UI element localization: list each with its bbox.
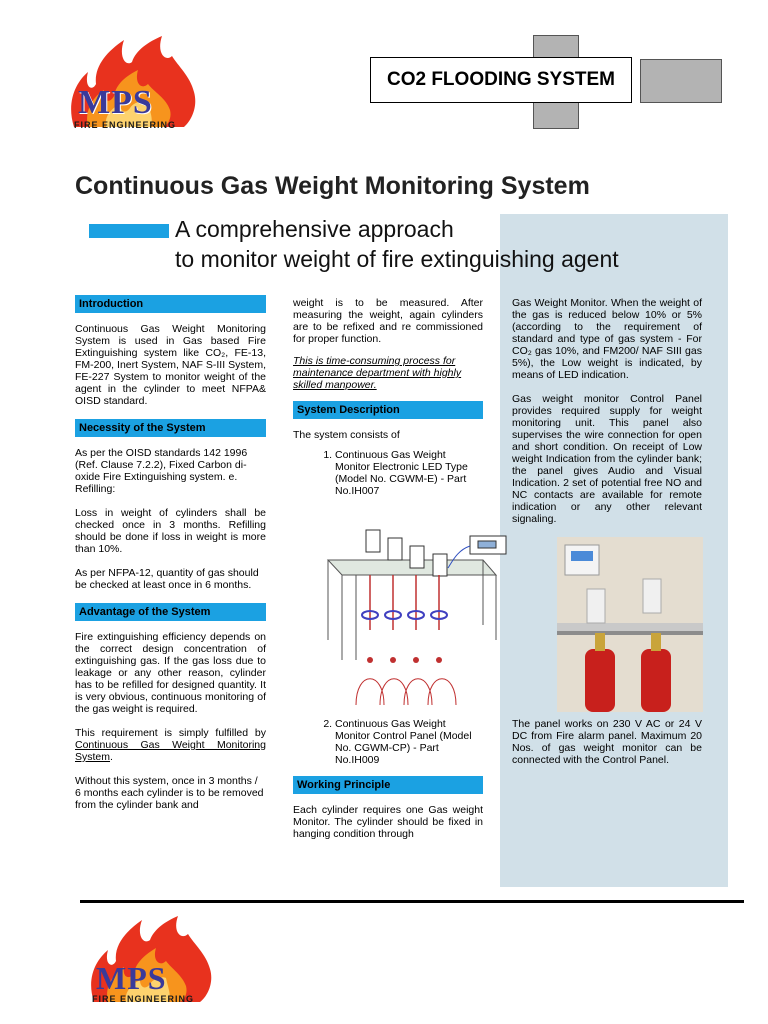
col2-paragraph-1: weight is to be measured. After measuring the weight, again cylinders are to be refixed and re commissioned for proper function. xyxy=(293,297,483,345)
logo-tagline: FIRE ENGINEERING xyxy=(74,120,177,130)
maintenance-note: This is time-consuming process for maintenance department with highly skilled manpower. xyxy=(293,355,462,391)
logo-name: MPS xyxy=(78,84,153,121)
component-list-continued xyxy=(293,718,483,766)
advantage-paragraph-3: Without this system, once in 3 months / 6 months each cylinder is to be removed from the cylinder bank and xyxy=(75,775,264,811)
system-intro: The system consists of xyxy=(293,429,400,441)
section-heading-system-description: System Description xyxy=(293,401,483,419)
header-decor-bottom xyxy=(533,101,579,129)
column-2-lower xyxy=(293,718,483,852)
section-heading-working-principle: Working Principle xyxy=(293,776,483,794)
footer-logo-name: MPS xyxy=(96,960,167,996)
advantage-p2-post: . xyxy=(110,751,113,763)
component-item-2: 2. Continuous Gas Weight Monitor Control Panel (Model No. CGWM-CP) - Part No.IH009 xyxy=(335,718,483,766)
subtitle-accent-bar xyxy=(89,224,169,238)
control-panel-photo xyxy=(557,537,703,712)
cylinder-diagram-icon xyxy=(318,520,518,710)
necessity-paragraph-1: As per the OISD standards 142 1996 (Ref. Clause 7.2.2), Fixed Carbon di-oxide Fire Extinguishing system. e. Refilling: xyxy=(75,447,248,495)
section-heading-necessity: Necessity of the System xyxy=(75,419,266,437)
section-heading-introduction: Introduction xyxy=(75,295,266,313)
section-heading-advantage: Advantage of the System xyxy=(75,603,266,621)
subtitle-line-1: A comprehensive approach xyxy=(175,216,454,242)
footer-divider xyxy=(80,900,744,903)
col3-paragraph-3: The panel works on 230 V AC or 24 V DC from Fire alarm panel. Maximum 20 Nos. of gas weight monitor can be connected with the Control Panel. xyxy=(512,718,702,766)
header-logo xyxy=(66,32,201,132)
panel-photo-icon xyxy=(557,537,703,712)
subtitle xyxy=(175,214,619,274)
column-2 xyxy=(293,297,483,497)
header-decor-right xyxy=(640,59,722,103)
advantage-paragraph-2 xyxy=(75,727,266,763)
necessity-paragraph-2: Loss in weight of cylinders shall be checked once in 3 months. Refilling should be done if loss in weight is more than 10%. xyxy=(75,507,266,555)
page-title: Continuous Gas Weight Monitoring System xyxy=(75,172,590,200)
column-3 xyxy=(512,297,702,537)
col3-paragraph-1: Gas Weight Monitor. When the weight of the gas is reduced below 10% or 5% (according to the requirement of standard and type of gas system - For CO₂ gas 10%, and FM200/ NAF SIII gas 5%), the Low weight is indicated, by means of LED indication. xyxy=(512,297,702,381)
component-item-1: 1. Continuous Gas Weight Monitor Electronic LED Type (Model No. CGWM-E) - Part No.IH007 xyxy=(335,449,483,497)
column-1 xyxy=(75,295,266,823)
subtitle-line-2: to monitor weight of fire extinguishing agent xyxy=(175,246,619,272)
header-badge: CO2 FLOODING SYSTEM xyxy=(370,57,632,103)
necessity-paragraph-3: As per NFPA-12, quantity of gas should be checked at least once in 6 months. xyxy=(75,567,259,591)
col3-paragraph-2: Gas weight monitor Control Panel provides required supply for weight monitoring unit. This panel also supervises the wire connection for open and short condition. On receipt of Low weight Indication from the cylinder bank; the panel gives Audio and Visual Indication. 2 set of potential free NO and NC contacts are available for remote indication or any other relevant signaling. xyxy=(512,393,702,525)
footer-logo xyxy=(86,912,216,1007)
column-3-lower xyxy=(512,718,702,778)
working-principle-text: Each cylinder requires one Gas weight Monitor. The cylinder should be fixed in hanging condition through xyxy=(293,804,483,840)
footer-logo-tagline: FIRE ENGINEERING xyxy=(92,994,195,1004)
header-decor-top xyxy=(533,35,579,59)
advantage-paragraph-1: Fire extinguishing efficiency depends on the correct design concentration of extinguishing gas. If the gas loss due to leakage or any other reason, cylinder has to be refilled for designed quantity. It is very obvious, continuous monitoring of the gas weight is required. xyxy=(75,631,266,715)
component-list xyxy=(293,449,483,497)
advantage-p2-pre: This requirement is simply fulfilled by xyxy=(75,727,266,739)
cylinder-bank-diagram xyxy=(318,520,518,710)
intro-text: Continuous Gas Weight Monitoring System is used in Gas based Fire Extinguishing system like CO₂, FE-13, FM-200, Inert System, NAF S-III System, FE-227 System to monitor weight of the agent in the cylinder to meet NFPA& OISD standard. xyxy=(75,323,266,407)
advantage-p2-link: Continuous Gas Weight Monitoring System xyxy=(75,739,266,763)
